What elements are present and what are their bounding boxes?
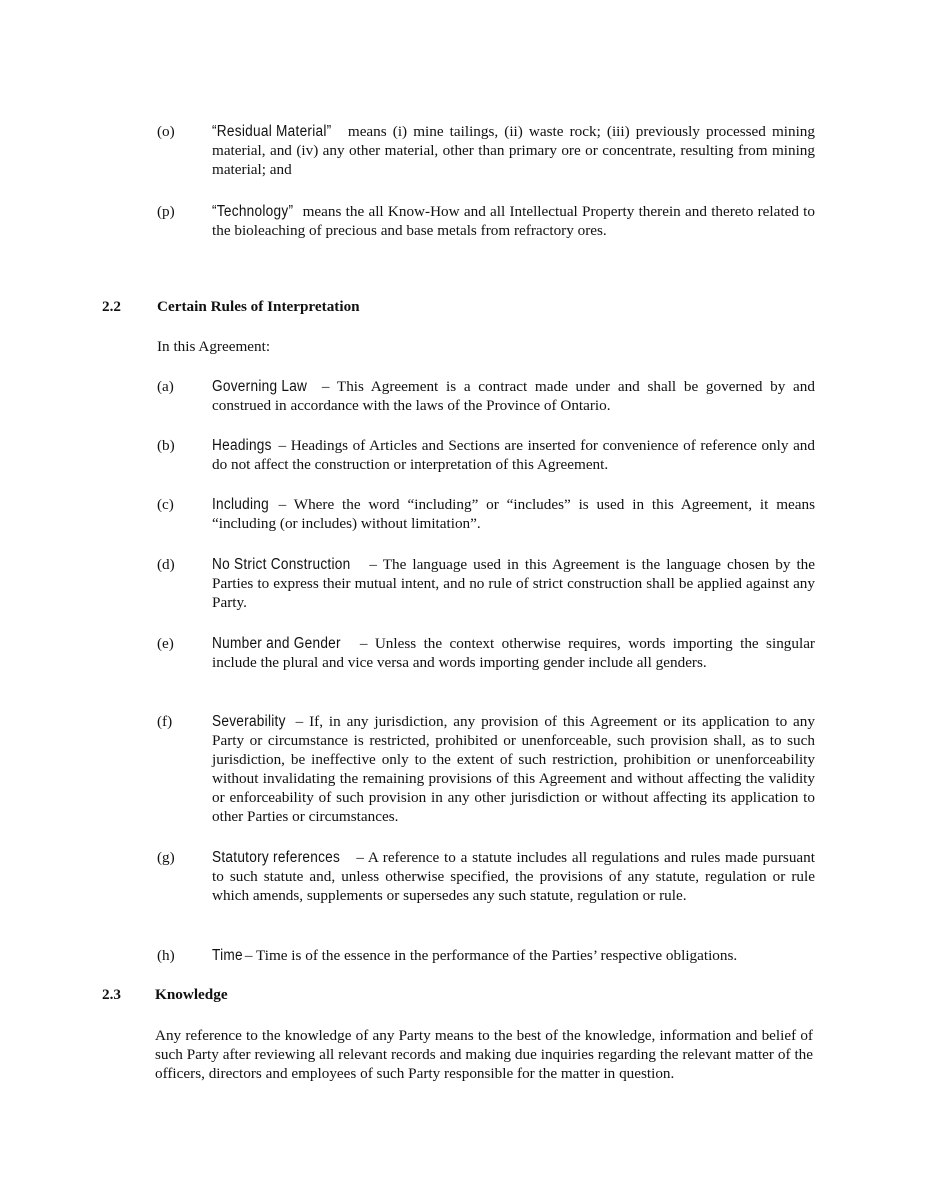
section-number: 2.2 [102,298,121,315]
item-text: – A reference to a statute includes all regulations and rules made pursuant to such statute and, unless otherwise specified, the provisions of any statute, regulation or rule which amends, supplements or supersedes any such statute, regulation or rule. [212,849,815,904]
item-label: (e) [157,635,174,652]
item-label: (b) [157,437,175,454]
section-intro: In this Agreement: [157,338,271,355]
item-body [212,495,815,533]
item-text: – Headings of Articles and Sections are inserted for convenience of reference only and do not affect the construction or interpretation of this Agreement. [212,437,815,473]
item-label: (h) [157,947,175,964]
item-body [212,122,815,179]
item-label: (o) [157,123,175,140]
item-body [212,946,815,965]
item-label: (p) [157,203,175,220]
rule-term: Time [212,947,243,964]
item-body [212,377,815,415]
item-text: means the all Know-How and all Intellectual Property therein and thereto related to the bioleaching of precious and base metals from refractory ores. [212,203,815,239]
rule-term: Statutory references [212,849,341,866]
item-body [212,436,815,474]
item-body [212,712,815,826]
section-number: 2.3 [102,986,121,1003]
item-text: – Time is of the essence in the performance of the Parties’ respective obligations. [241,947,738,964]
defined-term: “Residual Material” [212,123,332,140]
item-label: (f) [157,713,173,730]
rule-term: Headings [212,437,272,454]
item-body [212,848,815,905]
rule-term: Including [212,496,269,513]
defined-term: “Technology” [212,203,294,220]
section-title: Knowledge [155,986,228,1003]
item-text: – The language used in this Agreement is the language chosen by the Parties to express their mutual intent, and no rule of strict construction shall be applied against any Party. [212,556,815,611]
item-body [212,555,815,612]
item-text: – Unless the context otherwise requires, words importing the singular include the plural and vice versa and words importing gender include all genders. [212,635,815,671]
rule-term: Number and Gender [212,635,341,652]
item-label: (a) [157,378,174,395]
item-label: (c) [157,496,174,513]
knowledge-paragraph: Any reference to the knowledge of any Party means to the best of the knowledge, information and belief of such Party after reviewing all relevant records and making due inquiries regarding the relevant matter of the officers, directors and employees of such Party responsible for the matter in question. [155,1027,813,1082]
item-text: – This Agreement is a contract made under and shall be governed by and construed in accordance with the laws of the Province of Ontario. [212,378,815,414]
item-label: (d) [157,556,175,573]
item-text: – If, in any jurisdiction, any provision of this Agreement or its application to any Party or circumstance is restricted, prohibited or unenforceable, such provision shall, as to such jurisdiction, be ineffective only to the extent of such restriction, prohibition or unenforceability without invalidating the remaining provisions of this Agreement and without affecting the validity or enforceability of such provision in any other jurisdiction or without affecting its application to other Parties or circumstances. [212,713,815,825]
rule-term: No Strict Construction [212,556,351,573]
item-text: means (i) mine tailings, (ii) waste rock; (iii) previously processed mining material, and (iv) any other material, other than primary ore or concentrate, resulting from mining material; and [212,123,815,178]
rule-term: Severability [212,713,286,730]
section-title: Certain Rules of Interpretation [157,298,360,315]
item-label: (g) [157,849,175,866]
item-body [212,634,815,672]
item-text: – Where the word “including” or “includes” is used in this Agreement, it means “including (or includes) without limitation”. [212,496,815,532]
item-body [212,202,815,240]
rule-term: Governing Law [212,378,308,395]
